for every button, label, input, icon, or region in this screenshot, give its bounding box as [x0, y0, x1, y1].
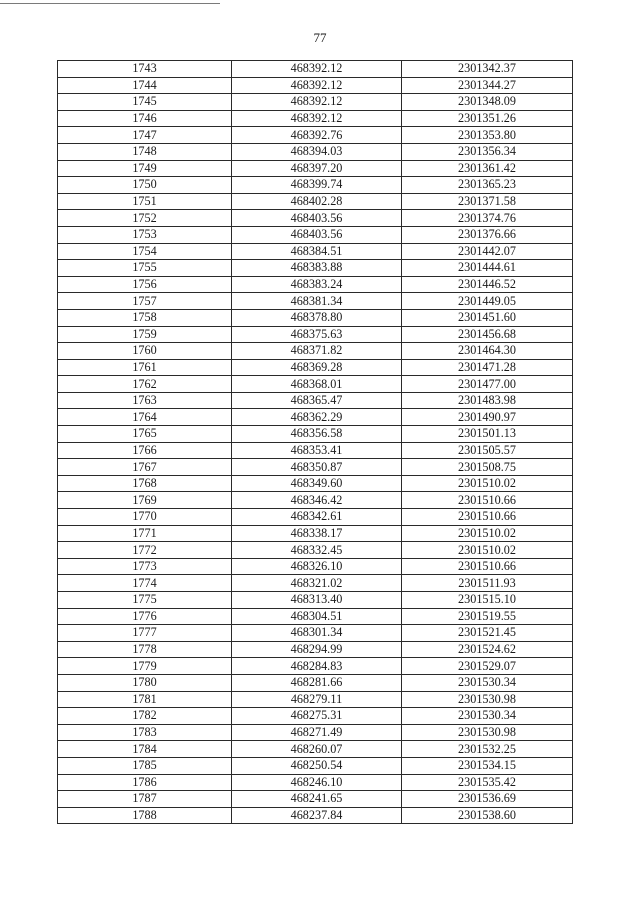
page-number: 77 [313, 30, 327, 45]
point-number-cell: 1747 [58, 127, 232, 144]
y-coordinate-cell: 2301374.76 [402, 210, 573, 227]
point-number-cell: 1776 [58, 608, 232, 625]
x-coordinate-cell: 468403.56 [232, 210, 402, 227]
x-coordinate-cell: 468284.83 [232, 658, 402, 675]
table-row [58, 61, 573, 78]
x-coordinate-cell: 468246.10 [232, 774, 402, 791]
x-coordinate-cell: 468271.49 [232, 724, 402, 741]
table-row [58, 127, 573, 144]
point-number-cell: 1771 [58, 525, 232, 542]
y-coordinate-cell: 2301442.07 [402, 243, 573, 260]
point-number-cell: 1774 [58, 575, 232, 592]
x-coordinate-cell: 468392.76 [232, 127, 402, 144]
point-number-cell: 1760 [58, 343, 232, 360]
table-row [58, 326, 573, 343]
x-coordinate-cell: 468326.10 [232, 558, 402, 575]
table-row [58, 110, 573, 127]
point-number-cell: 1777 [58, 625, 232, 642]
x-coordinate-cell: 468279.11 [232, 691, 402, 708]
x-coordinate-cell: 468392.12 [232, 94, 402, 111]
table-row [58, 674, 573, 691]
point-number-cell: 1769 [58, 492, 232, 509]
table-row [58, 658, 573, 675]
x-coordinate-cell: 468399.74 [232, 177, 402, 194]
y-coordinate-cell: 2301524.62 [402, 641, 573, 658]
x-coordinate-cell: 468313.40 [232, 592, 402, 609]
y-coordinate-cell: 2301529.07 [402, 658, 573, 675]
table-row [58, 791, 573, 808]
y-coordinate-cell: 2301365.23 [402, 177, 573, 194]
y-coordinate-cell: 2301530.34 [402, 708, 573, 725]
x-coordinate-cell: 468392.12 [232, 77, 402, 94]
table-row [58, 774, 573, 791]
point-number-cell: 1782 [58, 708, 232, 725]
y-coordinate-cell: 2301515.10 [402, 592, 573, 609]
x-coordinate-cell: 468383.88 [232, 260, 402, 277]
x-coordinate-cell: 468381.34 [232, 293, 402, 310]
table-row [58, 77, 573, 94]
x-coordinate-cell: 468275.31 [232, 708, 402, 725]
y-coordinate-cell: 2301508.75 [402, 459, 573, 476]
y-coordinate-cell: 2301464.30 [402, 343, 573, 360]
table-row [58, 459, 573, 476]
y-coordinate-cell: 2301511.93 [402, 575, 573, 592]
table-row [58, 210, 573, 227]
y-coordinate-cell: 2301456.68 [402, 326, 573, 343]
point-number-cell: 1779 [58, 658, 232, 675]
y-coordinate-cell: 2301353.80 [402, 127, 573, 144]
y-coordinate-cell: 2301538.60 [402, 807, 573, 824]
point-number-cell: 1743 [58, 61, 232, 78]
y-coordinate-cell: 2301530.98 [402, 691, 573, 708]
point-number-cell: 1768 [58, 475, 232, 492]
y-coordinate-cell: 2301510.02 [402, 475, 573, 492]
table-row [58, 641, 573, 658]
table-row [58, 542, 573, 559]
y-coordinate-cell: 2301483.98 [402, 392, 573, 409]
table-row [58, 343, 573, 360]
point-number-cell: 1748 [58, 143, 232, 160]
y-coordinate-cell: 2301535.42 [402, 774, 573, 791]
x-coordinate-cell: 468281.66 [232, 674, 402, 691]
point-number-cell: 1780 [58, 674, 232, 691]
table-row [58, 475, 573, 492]
y-coordinate-cell: 2301510.66 [402, 509, 573, 526]
x-coordinate-cell: 468346.42 [232, 492, 402, 509]
point-number-cell: 1759 [58, 326, 232, 343]
table-row [58, 160, 573, 177]
coordinate-table [57, 60, 573, 824]
y-coordinate-cell: 2301351.26 [402, 110, 573, 127]
point-number-cell: 1770 [58, 509, 232, 526]
table-row [58, 608, 573, 625]
y-coordinate-cell: 2301521.45 [402, 625, 573, 642]
x-coordinate-cell: 468301.34 [232, 625, 402, 642]
point-number-cell: 1758 [58, 309, 232, 326]
table-row [58, 392, 573, 409]
point-number-cell: 1784 [58, 741, 232, 758]
x-coordinate-cell: 468402.28 [232, 193, 402, 210]
x-coordinate-cell: 468294.99 [232, 641, 402, 658]
x-coordinate-cell: 468250.54 [232, 757, 402, 774]
table-row [58, 293, 573, 310]
point-number-cell: 1778 [58, 641, 232, 658]
point-number-cell: 1750 [58, 177, 232, 194]
table-row [58, 359, 573, 376]
point-number-cell: 1783 [58, 724, 232, 741]
table-row [58, 260, 573, 277]
y-coordinate-cell: 2301510.02 [402, 542, 573, 559]
x-coordinate-cell: 468353.41 [232, 442, 402, 459]
x-coordinate-cell: 468241.65 [232, 791, 402, 808]
point-number-cell: 1775 [58, 592, 232, 609]
y-coordinate-cell: 2301519.55 [402, 608, 573, 625]
y-coordinate-cell: 2301510.66 [402, 492, 573, 509]
y-coordinate-cell: 2301530.34 [402, 674, 573, 691]
table-row [58, 625, 573, 642]
point-number-cell: 1749 [58, 160, 232, 177]
y-coordinate-cell: 2301449.05 [402, 293, 573, 310]
table-row [58, 724, 573, 741]
point-number-cell: 1785 [58, 757, 232, 774]
x-coordinate-cell: 468332.45 [232, 542, 402, 559]
x-coordinate-cell: 468375.63 [232, 326, 402, 343]
y-coordinate-cell: 2301534.15 [402, 757, 573, 774]
x-coordinate-cell: 468403.56 [232, 226, 402, 243]
point-number-cell: 1787 [58, 791, 232, 808]
x-coordinate-cell: 468371.82 [232, 343, 402, 360]
y-coordinate-cell: 2301471.28 [402, 359, 573, 376]
table-row [58, 509, 573, 526]
point-number-cell: 1745 [58, 94, 232, 111]
y-coordinate-cell: 2301344.27 [402, 77, 573, 94]
x-coordinate-cell: 468350.87 [232, 459, 402, 476]
table-row [58, 177, 573, 194]
x-coordinate-cell: 468378.80 [232, 309, 402, 326]
point-number-cell: 1781 [58, 691, 232, 708]
x-coordinate-cell: 468237.84 [232, 807, 402, 824]
table-row [58, 193, 573, 210]
table-row [58, 409, 573, 426]
y-coordinate-cell: 2301510.66 [402, 558, 573, 575]
point-number-cell: 1746 [58, 110, 232, 127]
y-coordinate-cell: 2301361.42 [402, 160, 573, 177]
point-number-cell: 1765 [58, 426, 232, 443]
point-number-cell: 1773 [58, 558, 232, 575]
table-row [58, 558, 573, 575]
x-coordinate-cell: 468384.51 [232, 243, 402, 260]
point-number-cell: 1761 [58, 359, 232, 376]
x-coordinate-cell: 468342.61 [232, 509, 402, 526]
point-number-cell: 1754 [58, 243, 232, 260]
table-row [58, 807, 573, 824]
table-row [58, 525, 573, 542]
y-coordinate-cell: 2301444.61 [402, 260, 573, 277]
table-row [58, 309, 573, 326]
y-coordinate-cell: 2301530.98 [402, 724, 573, 741]
y-coordinate-cell: 2301490.97 [402, 409, 573, 426]
point-number-cell: 1756 [58, 276, 232, 293]
point-number-cell: 1751 [58, 193, 232, 210]
table-row [58, 492, 573, 509]
table-row [58, 376, 573, 393]
x-coordinate-cell: 468397.20 [232, 160, 402, 177]
point-number-cell: 1788 [58, 807, 232, 824]
x-coordinate-cell: 468338.17 [232, 525, 402, 542]
table-row [58, 757, 573, 774]
point-number-cell: 1762 [58, 376, 232, 393]
y-coordinate-cell: 2301510.02 [402, 525, 573, 542]
table-row [58, 276, 573, 293]
y-coordinate-cell: 2301376.66 [402, 226, 573, 243]
point-number-cell: 1767 [58, 459, 232, 476]
point-number-cell: 1744 [58, 77, 232, 94]
point-number-cell: 1752 [58, 210, 232, 227]
table-row [58, 708, 573, 725]
table-row [58, 226, 573, 243]
top-rule [0, 3, 220, 4]
point-number-cell: 1755 [58, 260, 232, 277]
x-coordinate-cell: 468369.28 [232, 359, 402, 376]
point-number-cell: 1757 [58, 293, 232, 310]
y-coordinate-cell: 2301536.69 [402, 791, 573, 808]
table-row [58, 442, 573, 459]
table-row [58, 691, 573, 708]
x-coordinate-cell: 468368.01 [232, 376, 402, 393]
point-number-cell: 1772 [58, 542, 232, 559]
x-coordinate-cell: 468392.12 [232, 61, 402, 78]
table-row [58, 243, 573, 260]
table-row [58, 426, 573, 443]
x-coordinate-cell: 468321.02 [232, 575, 402, 592]
x-coordinate-cell: 468356.58 [232, 426, 402, 443]
y-coordinate-cell: 2301505.57 [402, 442, 573, 459]
point-number-cell: 1786 [58, 774, 232, 791]
point-number-cell: 1763 [58, 392, 232, 409]
y-coordinate-cell: 2301451.60 [402, 309, 573, 326]
y-coordinate-cell: 2301356.34 [402, 143, 573, 160]
point-number-cell: 1766 [58, 442, 232, 459]
y-coordinate-cell: 2301446.52 [402, 276, 573, 293]
table-row [58, 741, 573, 758]
table-row [58, 94, 573, 111]
x-coordinate-cell: 468260.07 [232, 741, 402, 758]
x-coordinate-cell: 468392.12 [232, 110, 402, 127]
point-number-cell: 1764 [58, 409, 232, 426]
y-coordinate-cell: 2301532.25 [402, 741, 573, 758]
y-coordinate-cell: 2301371.58 [402, 193, 573, 210]
y-coordinate-cell: 2301342.37 [402, 61, 573, 78]
y-coordinate-cell: 2301348.09 [402, 94, 573, 111]
x-coordinate-cell: 468362.29 [232, 409, 402, 426]
point-number-cell: 1753 [58, 226, 232, 243]
x-coordinate-cell: 468349.60 [232, 475, 402, 492]
table-row [58, 143, 573, 160]
table-row [58, 575, 573, 592]
x-coordinate-cell: 468365.47 [232, 392, 402, 409]
x-coordinate-cell: 468383.24 [232, 276, 402, 293]
x-coordinate-cell: 468304.51 [232, 608, 402, 625]
y-coordinate-cell: 2301477.00 [402, 376, 573, 393]
coordinate-table-body [58, 61, 573, 824]
x-coordinate-cell: 468394.03 [232, 143, 402, 160]
y-coordinate-cell: 2301501.13 [402, 426, 573, 443]
table-row [58, 592, 573, 609]
